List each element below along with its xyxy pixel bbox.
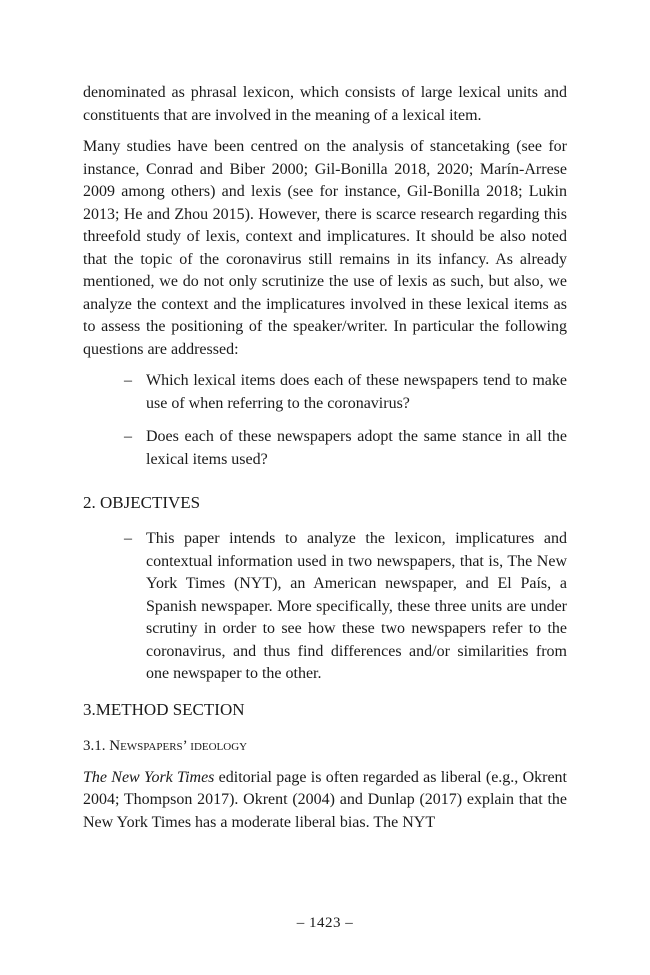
section-heading-objectives: 2. OBJECTIVES [83,493,201,512]
page-body [83,82,567,843]
dash-bullet: – [124,428,132,445]
ideology-paragraph-text: editorial page is often regarded as liberal (e.g., Okrent 2004; Thompson 2017). Okrent (2004) and Dunlap (2017) explain that the New York Times has a moderate liberal bias. The NYT [83,768,567,831]
list-item [83,426,567,471]
dash-bullet: – [124,530,132,547]
ideology-paragraph [83,767,567,835]
newspaper-title-italic: The New York Times [83,768,215,786]
intro-continuation-paragraph: denominated as phrasal lexicon, which consists of large lexical units and constituents that are involved in the meaning of a lexical item. [83,84,567,124]
list-item [83,370,567,415]
objective-text: This paper intends to analyze the lexicon, implicatures and contextual information used in two newspapers, that is, The New York Times (NYT), an American newspaper, and El País, a Spanish newspaper. More specifically, these three units are under scrutiny in order to see how these two newspapers refer to the coronavirus, and thus find differences and/or similarities from one newspaper to the other. [146,530,567,682]
question-text: Does each of these newspapers adopt the same stance in all the lexical items used? [146,428,567,468]
page-number: – 1423 – [296,915,354,931]
dash-bullet: – [124,372,132,389]
section-heading-method: 3.METHOD SECTION [83,699,245,719]
question-text: Which lexical items does each of these newspapers tend to make use of when referring to the coronavirus? [146,372,567,412]
intro-paragraph: Many studies have been centred on the analysis of stancetaking (see for instance, Conrad and Biber 2000; Gil-Bonilla 2018, 2020; Marín-Arrese 2009 among others) and lexis (see for instance, Gil-Bonilla 2018; Lukin 2013; He and Zhou 2015). However, there is scarce research regarding this threefold study of lexis, context and implicatures. It should be also noted that the topic of the coronavirus still remains in its infancy. As already mentioned, we do not only scrutinize the use of lexis as such, but also, we analyze the context and the implicatures involved in these lexical items as to assess the positioning of the speaker/writer. In particular the following questions are addressed: [83,138,567,358]
list-item [83,528,567,686]
subsection-heading-ideology: 3.1. Newspapers’ ideology [83,737,248,754]
objectives-list [83,528,567,686]
research-questions-list [83,370,567,471]
